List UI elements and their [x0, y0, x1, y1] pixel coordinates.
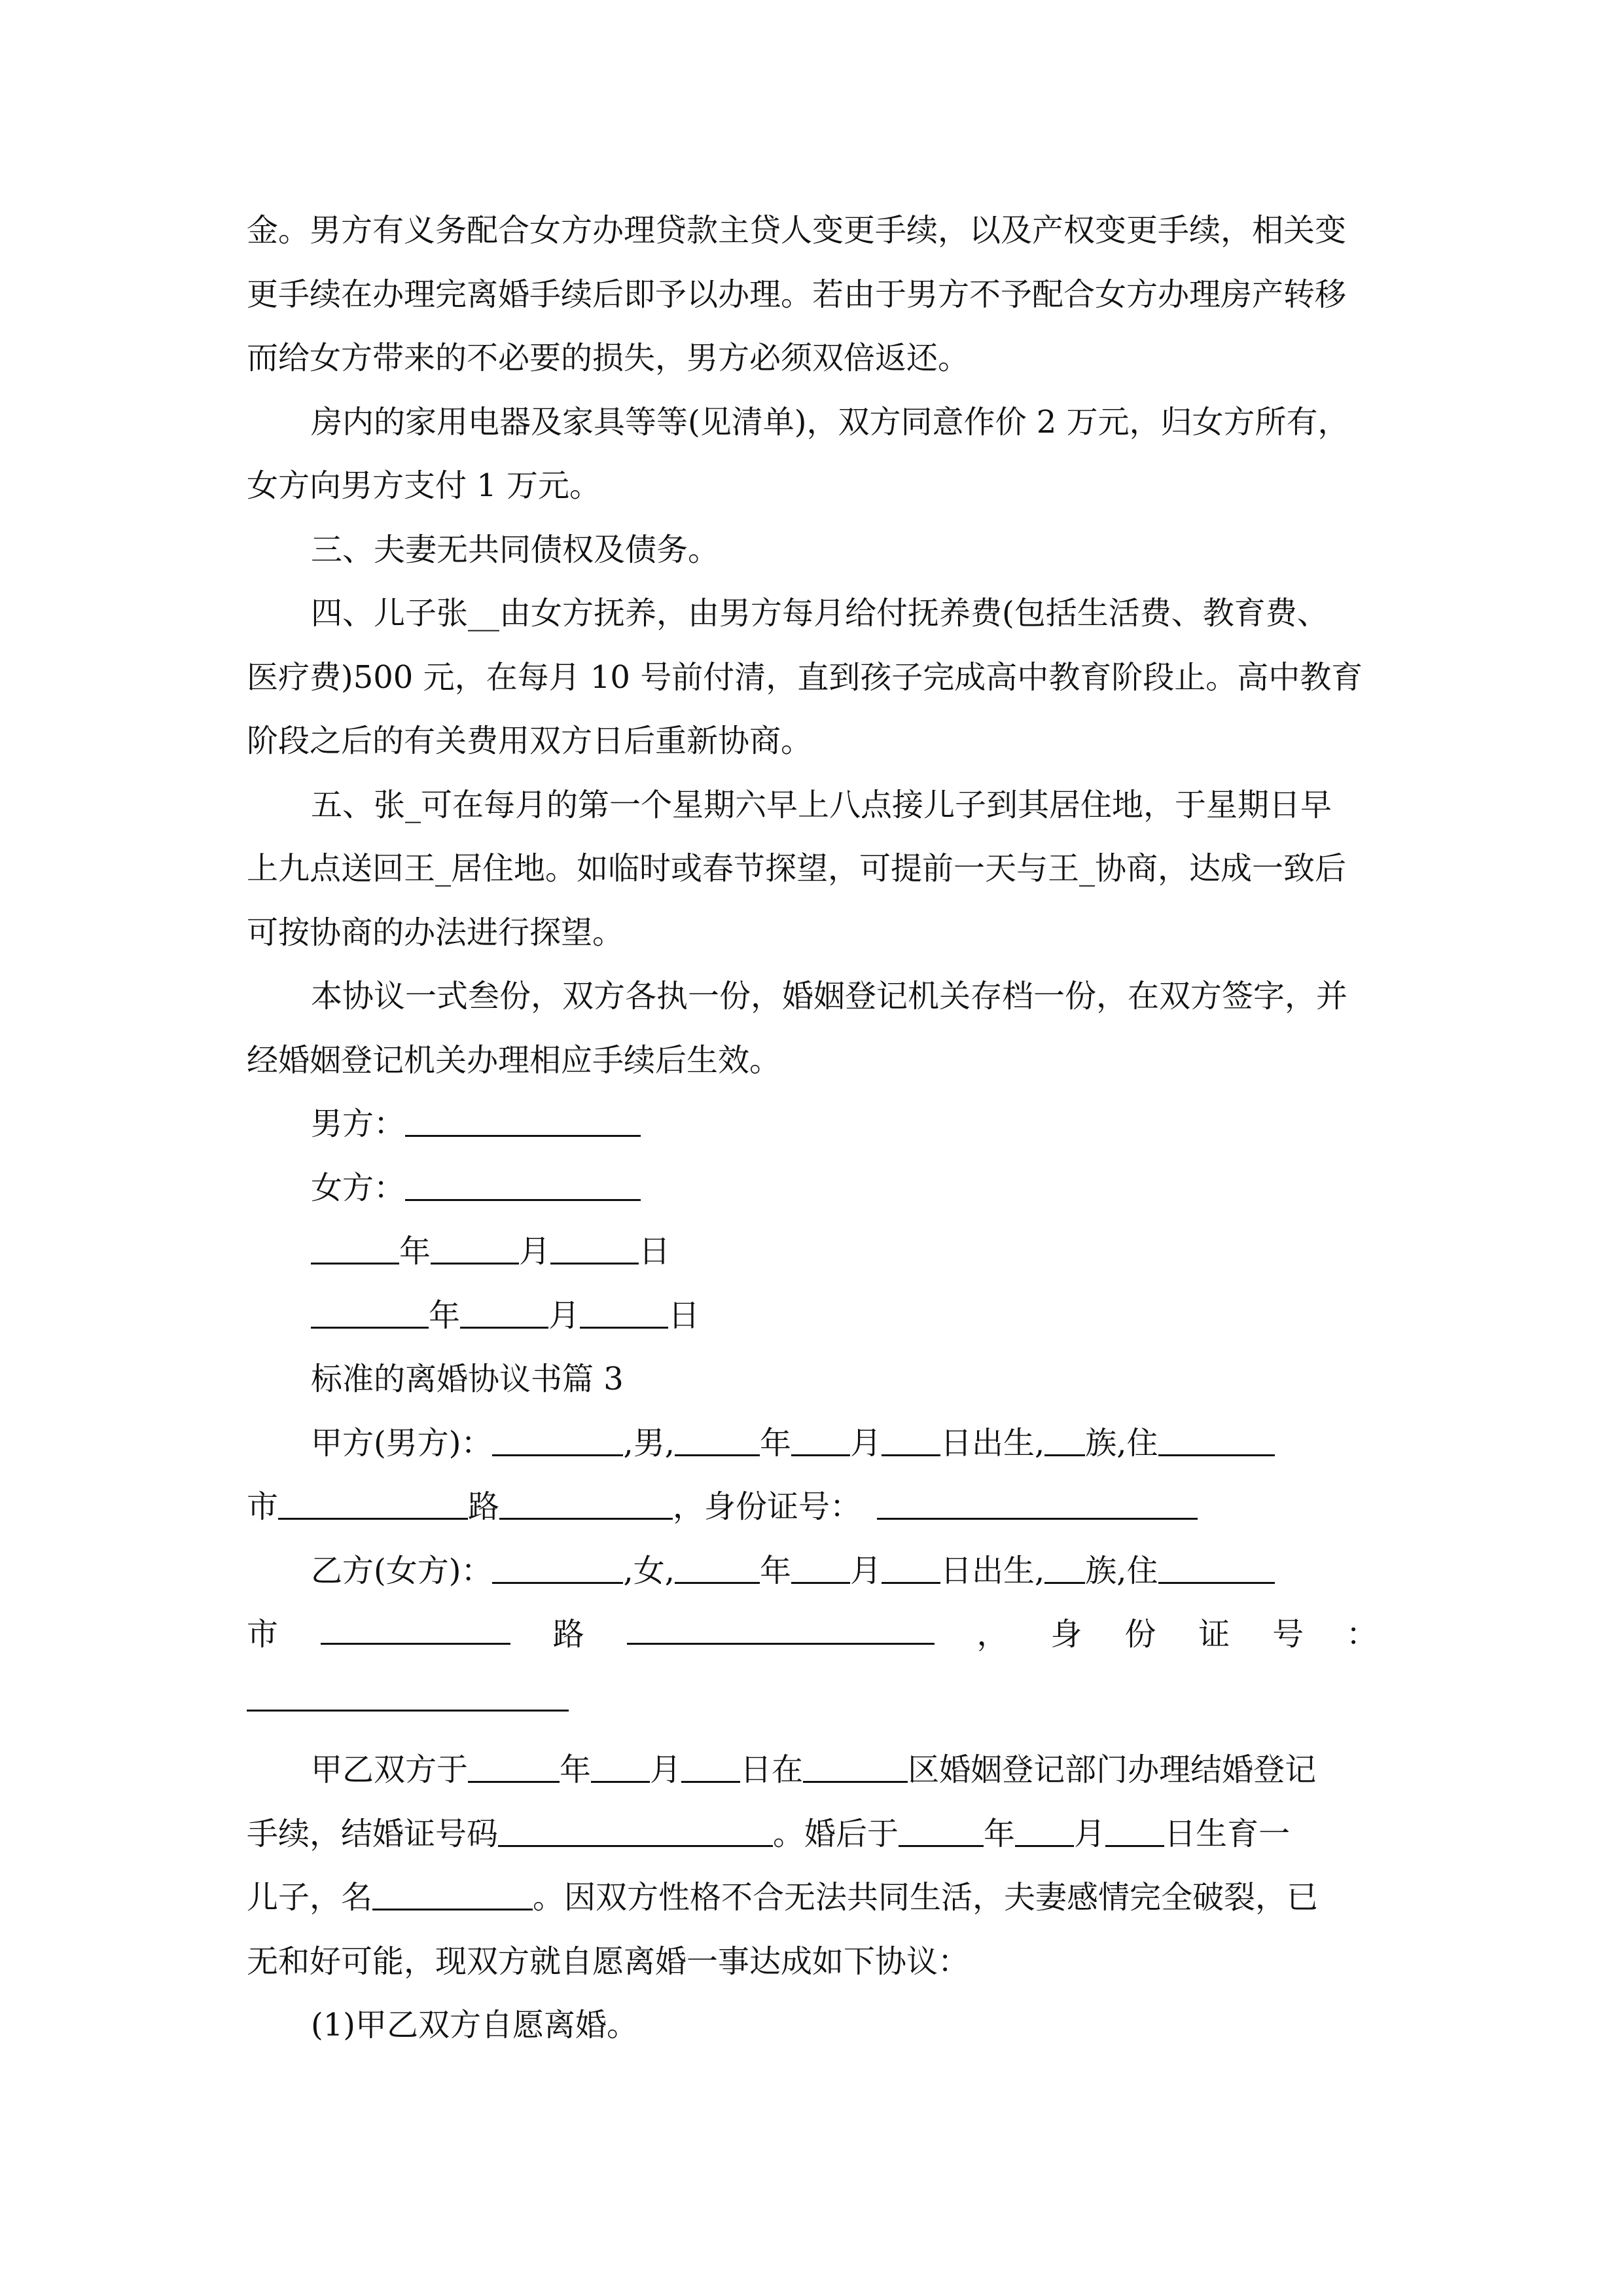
text-span: 。因双方性格不合无法共同生活，夫妻感情完全破裂，已	[533, 1879, 1319, 1916]
text-span: 手续，结婚证号码	[247, 1815, 499, 1852]
year-label: 年	[984, 1815, 1016, 1852]
agreement-item-1: (1)甲乙双方自愿离婚。	[311, 2007, 638, 2043]
text-span: 儿子，名	[247, 1879, 373, 1916]
party-a-address-line	[247, 1475, 1378, 1539]
party-a-road-field[interactable]	[499, 1489, 673, 1520]
id-label-char: 证	[1198, 1616, 1230, 1653]
id-label: ，身份证号：	[673, 1488, 862, 1525]
paragraph-line: 而给女方带来的不必要的损失，男方必须双倍返还。	[247, 340, 970, 376]
city-label: 市	[247, 1488, 279, 1525]
party-b-line	[247, 1539, 1378, 1604]
party-a-id-field[interactable]	[877, 1489, 1198, 1520]
party-b-city-field[interactable]	[321, 1614, 510, 1645]
marriage-certificate-field[interactable]	[498, 1816, 773, 1847]
text-span: 区婚姻登记部门办理结婚登记	[908, 1751, 1317, 1788]
month-label: 月	[548, 1297, 580, 1334]
paragraph-line: 更手续在办理完离婚手续后即予以办理。若由于男方不予配合女方办理房产转移	[247, 276, 1347, 313]
born-label: 日出生,	[940, 1424, 1045, 1462]
male-signature-field[interactable]	[405, 1106, 641, 1137]
month-label: 月	[650, 1751, 682, 1788]
child-birth-year-field[interactable]	[899, 1816, 984, 1847]
party-b-label: 乙方(女方)：	[311, 1552, 493, 1589]
month-label: 月	[850, 1552, 882, 1589]
party-b-ethnic-field[interactable]	[1044, 1553, 1085, 1584]
id-label-char: ：	[1346, 1616, 1378, 1653]
party-a-line	[247, 1412, 1378, 1476]
party-a-gender: ,男,	[623, 1424, 675, 1462]
paragraph-line: 经婚姻登记机关办理相应手续后生效。	[247, 1041, 781, 1079]
month-label: 月	[1074, 1815, 1106, 1852]
marriage-line-2	[247, 1803, 1378, 1867]
year-field[interactable]	[311, 1234, 399, 1265]
paragraph-line: 房内的家用电器及家具等等(见清单)，双方同意作价 2 万元，归女方所有，	[311, 403, 1349, 440]
party-a-label: 甲方(男方)：	[311, 1424, 493, 1462]
day-label: 日在	[740, 1751, 804, 1788]
party-a-day-field[interactable]	[882, 1426, 940, 1456]
year-field[interactable]	[311, 1298, 429, 1329]
road-label: 路	[552, 1616, 584, 1653]
day-field[interactable]	[550, 1234, 639, 1265]
marriage-month-field[interactable]	[591, 1752, 650, 1783]
female-signature-line	[247, 1157, 1378, 1221]
party-b-road-field[interactable]	[627, 1614, 935, 1645]
ethnic-label: 族,住	[1085, 1424, 1158, 1462]
marriage-line-3	[247, 1866, 1378, 1930]
road-label: 路	[468, 1488, 500, 1525]
clause-three: 三、夫妻无共同债权及债务。	[311, 531, 720, 568]
id-label-char: 份	[1124, 1616, 1156, 1653]
clause-four: 四、儿子张__由女方抚养，由男方每月给付抚养费(包括生活费、教育费、	[311, 595, 1329, 632]
marriage-year-field[interactable]	[468, 1752, 560, 1783]
party-a-name-field[interactable]	[492, 1426, 623, 1456]
id-label-char: 身	[1050, 1616, 1082, 1653]
paragraph-line: 上九点送回王_居住地。如临时或春节探望，可提前一天与王_协商，达成一致后	[247, 850, 1347, 887]
marriage-line-1	[247, 1738, 1378, 1803]
paragraph-line: 金。男方有义务配合女方办理贷款主贷人变更手续，以及产权变更手续，相关变	[247, 212, 1347, 249]
child-name-field[interactable]	[372, 1880, 533, 1910]
year-label: 年	[760, 1424, 792, 1462]
party-b-day-field[interactable]	[882, 1553, 940, 1584]
text-span: 。婚后于	[773, 1815, 899, 1852]
ethnic-label: 族,住	[1085, 1552, 1158, 1589]
month-label: 月	[519, 1233, 551, 1270]
date-line-2	[247, 1284, 1378, 1348]
party-b-address-line	[247, 1603, 1378, 1667]
born-label: 日出生,	[940, 1552, 1045, 1589]
female-signature-field[interactable]	[405, 1170, 641, 1201]
child-birth-day-field[interactable]	[1105, 1816, 1164, 1847]
year-label: 年	[399, 1233, 431, 1270]
month-field[interactable]	[431, 1234, 519, 1265]
party-a-month-field[interactable]	[791, 1426, 850, 1456]
marriage-district-field[interactable]	[803, 1752, 908, 1783]
section-title: 标准的离婚协议书篇 3	[311, 1361, 624, 1397]
day-label: 日	[639, 1233, 671, 1270]
female-signature-label: 女方：	[311, 1169, 406, 1206]
text-span: 日生育一	[1164, 1815, 1291, 1852]
paragraph-line: 医疗费)500 元，在每月 10 号前付清，直到孩子完成高中教育阶段止。高中教育	[247, 658, 1363, 696]
party-a-address-field[interactable]	[1158, 1426, 1275, 1456]
marriage-line-4: 无和好可能，现双方就自愿离婚一事达成如下协议：	[247, 1943, 970, 1980]
paragraph-line: 可按协商的办法进行探望。	[247, 914, 624, 951]
party-a-ethnic-field[interactable]	[1044, 1426, 1085, 1456]
party-a-year-field[interactable]	[675, 1426, 760, 1456]
male-signature-label: 男方：	[311, 1105, 406, 1142]
paragraph-line: 阶段之后的有关费用双方日后重新协商。	[247, 723, 813, 759]
marriage-day-field[interactable]	[681, 1752, 740, 1783]
party-b-id-field[interactable]	[247, 1681, 569, 1712]
year-label: 年	[560, 1751, 592, 1788]
date-line-1	[247, 1220, 1378, 1284]
id-label-char: ，	[976, 1616, 1008, 1653]
day-label: 日	[668, 1297, 700, 1334]
day-field[interactable]	[580, 1298, 668, 1329]
document-body	[247, 199, 1378, 2058]
id-label-char: 号	[1272, 1616, 1304, 1653]
party-b-address-field[interactable]	[1158, 1553, 1275, 1584]
party-b-year-field[interactable]	[675, 1553, 760, 1584]
paragraph-line: 女方向男方支付 1 万元。	[247, 467, 601, 504]
month-label: 月	[850, 1424, 882, 1462]
party-a-city-field[interactable]	[278, 1489, 468, 1520]
text-span: 甲乙双方于	[311, 1751, 469, 1788]
party-b-name-field[interactable]	[492, 1553, 623, 1584]
month-field[interactable]	[460, 1298, 548, 1329]
male-signature-line	[247, 1092, 1378, 1157]
clause-five: 五、张_可在每月的第一个星期六早上八点接儿子到其居住地，于星期日早	[311, 786, 1332, 823]
paragraph-line: 本协议一式叁份，双方各执一份，婚姻登记机关存档一份，在双方签字，并	[311, 978, 1348, 1014]
party-b-month-field[interactable]	[791, 1553, 850, 1584]
year-label: 年	[760, 1552, 792, 1589]
party-b-id-line	[247, 1667, 1378, 1731]
child-birth-month-field[interactable]	[1015, 1816, 1074, 1847]
city-label: 市	[247, 1616, 279, 1653]
party-b-gender: ,女,	[623, 1552, 675, 1589]
year-label: 年	[429, 1297, 461, 1334]
